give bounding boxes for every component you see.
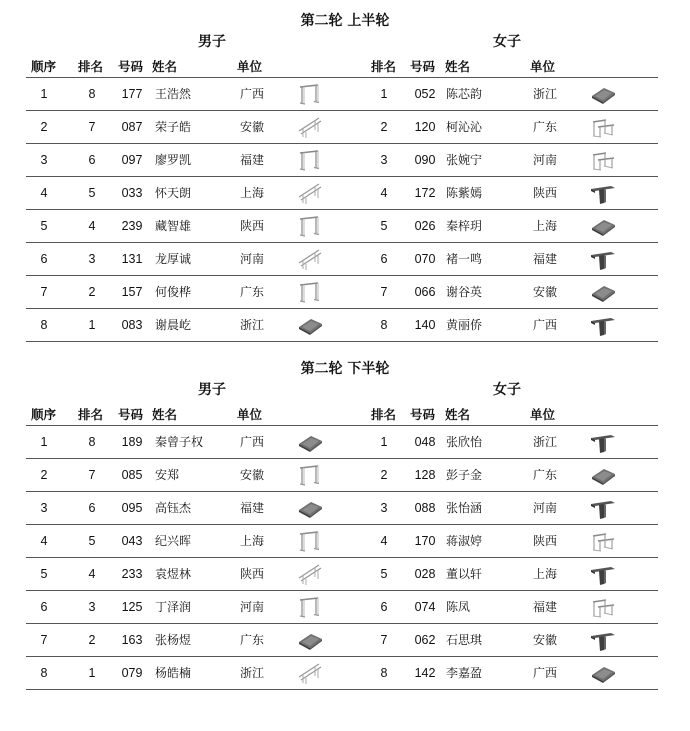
women-unit: 安徽 bbox=[533, 285, 558, 299]
women-number: 128 bbox=[414, 468, 436, 482]
men-unit: 浙江 bbox=[240, 318, 265, 332]
men-number: 083 bbox=[121, 318, 143, 332]
men-number: 239 bbox=[121, 219, 143, 233]
women-rank: 8 bbox=[380, 666, 388, 680]
women-unit: 陕西 bbox=[533, 534, 558, 548]
men-number: 085 bbox=[121, 468, 143, 482]
women-unit: 安徽 bbox=[533, 633, 558, 647]
women-name: 褚一鸣 bbox=[446, 252, 483, 266]
women-rank-header: 排名 bbox=[371, 59, 397, 74]
men-name: 怀天朗 bbox=[155, 186, 192, 200]
table-row bbox=[0, 210, 690, 243]
rank-header: 排名 bbox=[78, 59, 104, 74]
men-rank: 8 bbox=[88, 87, 96, 101]
balance-beam-icon bbox=[590, 430, 616, 454]
floor-mat-icon bbox=[297, 313, 323, 337]
women-rank-header: 排名 bbox=[371, 407, 397, 422]
parallel-bars-angled-icon bbox=[297, 661, 323, 685]
balance-beam-icon bbox=[590, 562, 616, 586]
floor-mat-icon bbox=[297, 496, 323, 520]
men-order: 5 bbox=[40, 219, 48, 233]
men-order: 2 bbox=[40, 468, 48, 482]
unit-header: 单位 bbox=[237, 407, 263, 422]
women-rank: 6 bbox=[380, 252, 388, 266]
men-name: 何俊桦 bbox=[155, 285, 192, 299]
women-number: 090 bbox=[414, 153, 436, 167]
men-rank: 2 bbox=[88, 285, 96, 299]
parallel-bars-icon bbox=[297, 280, 323, 304]
women-number: 074 bbox=[414, 600, 436, 614]
parallel-bars-angled-icon bbox=[297, 562, 323, 586]
women-unit: 广东 bbox=[533, 120, 558, 134]
men-unit: 广西 bbox=[240, 87, 265, 101]
balance-beam-icon bbox=[590, 628, 616, 652]
women-unit: 广东 bbox=[533, 468, 558, 482]
men-unit: 河南 bbox=[240, 252, 265, 266]
women-rank: 8 bbox=[380, 318, 388, 332]
women-unit: 福建 bbox=[533, 600, 558, 614]
table-row bbox=[0, 177, 690, 210]
balance-beam-icon bbox=[590, 313, 616, 337]
men-order: 6 bbox=[40, 252, 48, 266]
women-name-header: 姓名 bbox=[445, 59, 471, 74]
women-number: 170 bbox=[414, 534, 436, 548]
name-header: 姓名 bbox=[152, 59, 178, 74]
order-header: 顺序 bbox=[31, 59, 57, 74]
men-order: 5 bbox=[40, 567, 48, 581]
unit-header: 单位 bbox=[237, 59, 263, 74]
men-unit: 上海 bbox=[240, 186, 265, 200]
table-row bbox=[0, 276, 690, 309]
men-name: 廖罗凯 bbox=[155, 153, 192, 167]
men-number: 189 bbox=[121, 435, 143, 449]
men-rank: 5 bbox=[88, 186, 96, 200]
men-order: 7 bbox=[40, 633, 48, 647]
women-number: 048 bbox=[414, 435, 436, 449]
floor-mat-icon bbox=[297, 628, 323, 652]
women-number: 028 bbox=[414, 567, 436, 581]
men-number: 157 bbox=[121, 285, 143, 299]
men-order: 1 bbox=[40, 435, 48, 449]
women-unit: 上海 bbox=[533, 219, 558, 233]
women-name: 黄丽侨 bbox=[446, 318, 483, 332]
men-unit: 安徽 bbox=[240, 468, 265, 482]
men-unit: 广东 bbox=[240, 285, 265, 299]
women-name: 陈凤 bbox=[446, 600, 471, 614]
men-name: 王浩然 bbox=[155, 87, 192, 101]
name-header: 姓名 bbox=[152, 407, 178, 422]
rank-header: 排名 bbox=[78, 407, 104, 422]
men-unit: 福建 bbox=[240, 501, 265, 515]
floor-mat-icon bbox=[590, 82, 616, 106]
floor-mat-icon bbox=[297, 430, 323, 454]
women-number: 172 bbox=[414, 186, 436, 200]
men-order: 2 bbox=[40, 120, 48, 134]
row-divider bbox=[26, 689, 658, 690]
men-number: 043 bbox=[121, 534, 143, 548]
men-unit: 陕西 bbox=[240, 219, 265, 233]
men-number: 079 bbox=[121, 666, 143, 680]
table-row bbox=[0, 111, 690, 144]
men-order: 3 bbox=[40, 501, 48, 515]
parallel-bars-icon bbox=[297, 82, 323, 106]
women-name-header: 姓名 bbox=[445, 407, 471, 422]
men-rank: 3 bbox=[88, 600, 96, 614]
table-row bbox=[0, 243, 690, 276]
table-row bbox=[0, 426, 690, 459]
women-number: 120 bbox=[414, 120, 436, 134]
men-name: 纪兴晖 bbox=[155, 534, 192, 548]
men-rank: 4 bbox=[88, 219, 96, 233]
women-name: 张怡涵 bbox=[446, 501, 483, 515]
men-unit: 浙江 bbox=[240, 666, 265, 680]
women-number: 026 bbox=[414, 219, 436, 233]
women-name: 秦梓玥 bbox=[446, 219, 483, 233]
parallel-bars-angled-icon bbox=[297, 247, 323, 271]
parallel-bars-angled-icon bbox=[297, 115, 323, 139]
men-unit: 安徽 bbox=[240, 120, 265, 134]
uneven-bars-icon bbox=[590, 148, 616, 172]
uneven-bars-icon bbox=[590, 115, 616, 139]
women-rank: 3 bbox=[380, 153, 388, 167]
parallel-bars-icon bbox=[297, 595, 323, 619]
men-order: 7 bbox=[40, 285, 48, 299]
table-row bbox=[0, 657, 690, 690]
men-rank: 3 bbox=[88, 252, 96, 266]
table-row bbox=[0, 459, 690, 492]
women-number: 088 bbox=[414, 501, 436, 515]
women-number: 052 bbox=[414, 87, 436, 101]
men-order: 6 bbox=[40, 600, 48, 614]
order-header: 顺序 bbox=[31, 407, 57, 422]
men-unit: 广东 bbox=[240, 633, 265, 647]
women-unit-header: 单位 bbox=[530, 59, 556, 74]
women-name: 陈紫嫣 bbox=[446, 186, 483, 200]
women-rank: 2 bbox=[380, 468, 388, 482]
men-order: 1 bbox=[40, 87, 48, 101]
women-number: 070 bbox=[414, 252, 436, 266]
men-group-label: 男子 bbox=[198, 34, 226, 50]
women-name: 张婉宁 bbox=[446, 153, 483, 167]
men-name: 杨皓楠 bbox=[155, 666, 192, 680]
women-unit: 陕西 bbox=[533, 186, 558, 200]
women-unit: 河南 bbox=[533, 501, 558, 515]
parallel-bars-icon bbox=[297, 463, 323, 487]
balance-beam-icon bbox=[590, 181, 616, 205]
balance-beam-icon bbox=[590, 496, 616, 520]
women-unit: 上海 bbox=[533, 567, 558, 581]
parallel-bars-icon bbox=[297, 529, 323, 553]
women-name: 陈芯韵 bbox=[446, 87, 483, 101]
women-rank: 5 bbox=[380, 219, 388, 233]
men-unit: 上海 bbox=[240, 534, 265, 548]
men-rank: 5 bbox=[88, 534, 96, 548]
table-row bbox=[0, 78, 690, 111]
uneven-bars-icon bbox=[590, 529, 616, 553]
men-number: 097 bbox=[121, 153, 143, 167]
floor-mat-icon bbox=[590, 214, 616, 238]
men-rank: 1 bbox=[88, 666, 96, 680]
men-rank: 7 bbox=[88, 120, 96, 134]
women-name: 柯沁沁 bbox=[446, 120, 483, 134]
men-rank: 2 bbox=[88, 633, 96, 647]
table-row bbox=[0, 525, 690, 558]
men-order: 8 bbox=[40, 666, 48, 680]
men-group-label: 男子 bbox=[198, 382, 226, 398]
men-rank: 4 bbox=[88, 567, 96, 581]
women-rank: 2 bbox=[380, 120, 388, 134]
women-group-label: 女子 bbox=[493, 382, 521, 398]
men-name: 荣子皓 bbox=[155, 120, 192, 134]
section-title: 第二轮 上半轮 bbox=[300, 13, 390, 29]
table-row bbox=[0, 144, 690, 177]
men-number: 177 bbox=[121, 87, 143, 101]
table-row bbox=[0, 591, 690, 624]
women-name: 彭子金 bbox=[446, 468, 483, 482]
women-number: 062 bbox=[414, 633, 436, 647]
men-order: 8 bbox=[40, 318, 48, 332]
women-rank: 3 bbox=[380, 501, 388, 515]
men-name: 安郑 bbox=[155, 468, 180, 482]
number-header: 号码 bbox=[118, 59, 144, 74]
men-name: 龙厚诚 bbox=[155, 252, 192, 266]
women-number-header: 号码 bbox=[410, 59, 436, 74]
table-row bbox=[0, 558, 690, 591]
women-name: 谢谷英 bbox=[446, 285, 483, 299]
women-name: 张欣怡 bbox=[446, 435, 483, 449]
men-unit: 广西 bbox=[240, 435, 265, 449]
number-header: 号码 bbox=[118, 407, 144, 422]
parallel-bars-icon bbox=[297, 148, 323, 172]
men-rank: 6 bbox=[88, 153, 96, 167]
men-unit: 福建 bbox=[240, 153, 265, 167]
men-name: 藏智雄 bbox=[155, 219, 192, 233]
men-number: 095 bbox=[121, 501, 143, 515]
men-order: 4 bbox=[40, 186, 48, 200]
men-number: 087 bbox=[121, 120, 143, 134]
men-name: 高钰杰 bbox=[155, 501, 192, 515]
men-name: 秦曾子权 bbox=[155, 435, 204, 449]
women-unit: 广西 bbox=[533, 666, 558, 680]
women-unit-header: 单位 bbox=[530, 407, 556, 422]
men-unit: 河南 bbox=[240, 600, 265, 614]
women-number: 140 bbox=[414, 318, 436, 332]
women-rank: 5 bbox=[380, 567, 388, 581]
women-rank: 6 bbox=[380, 600, 388, 614]
women-rank: 7 bbox=[380, 285, 388, 299]
men-rank: 8 bbox=[88, 435, 96, 449]
men-number: 125 bbox=[121, 600, 143, 614]
row-divider bbox=[26, 341, 658, 342]
balance-beam-icon bbox=[590, 247, 616, 271]
women-number: 066 bbox=[414, 285, 436, 299]
table-row bbox=[0, 309, 690, 342]
men-number: 233 bbox=[121, 567, 143, 581]
women-number-header: 号码 bbox=[410, 407, 436, 422]
women-rank: 4 bbox=[380, 186, 388, 200]
women-name: 蒋淑婷 bbox=[446, 534, 483, 548]
men-rank: 1 bbox=[88, 318, 96, 332]
men-number: 033 bbox=[121, 186, 143, 200]
parallel-bars-icon bbox=[297, 214, 323, 238]
women-unit: 福建 bbox=[533, 252, 558, 266]
table-row bbox=[0, 624, 690, 657]
floor-mat-icon bbox=[590, 661, 616, 685]
women-unit: 浙江 bbox=[533, 87, 558, 101]
women-rank: 7 bbox=[380, 633, 388, 647]
women-unit: 广西 bbox=[533, 318, 558, 332]
women-unit: 浙江 bbox=[533, 435, 558, 449]
men-name: 张杨煜 bbox=[155, 633, 192, 647]
women-rank: 1 bbox=[380, 87, 388, 101]
women-name: 石思琪 bbox=[446, 633, 483, 647]
women-rank: 4 bbox=[380, 534, 388, 548]
uneven-bars-icon bbox=[590, 595, 616, 619]
women-unit: 河南 bbox=[533, 153, 558, 167]
men-number: 131 bbox=[121, 252, 143, 266]
table-row bbox=[0, 492, 690, 525]
men-order: 4 bbox=[40, 534, 48, 548]
women-rank: 1 bbox=[380, 435, 388, 449]
men-name: 袁煜林 bbox=[155, 567, 192, 581]
men-name: 谢晨屹 bbox=[155, 318, 192, 332]
men-order: 3 bbox=[40, 153, 48, 167]
men-number: 163 bbox=[121, 633, 143, 647]
men-name: 丁泽润 bbox=[155, 600, 192, 614]
floor-mat-icon bbox=[590, 280, 616, 304]
women-number: 142 bbox=[414, 666, 436, 680]
parallel-bars-angled-icon bbox=[297, 181, 323, 205]
women-name: 李嘉盈 bbox=[446, 666, 483, 680]
men-unit: 陕西 bbox=[240, 567, 265, 581]
floor-mat-icon bbox=[590, 463, 616, 487]
men-rank: 7 bbox=[88, 468, 96, 482]
women-name: 董以轩 bbox=[446, 567, 483, 581]
men-rank: 6 bbox=[88, 501, 96, 515]
section-title: 第二轮 下半轮 bbox=[300, 361, 390, 377]
women-group-label: 女子 bbox=[493, 34, 521, 50]
